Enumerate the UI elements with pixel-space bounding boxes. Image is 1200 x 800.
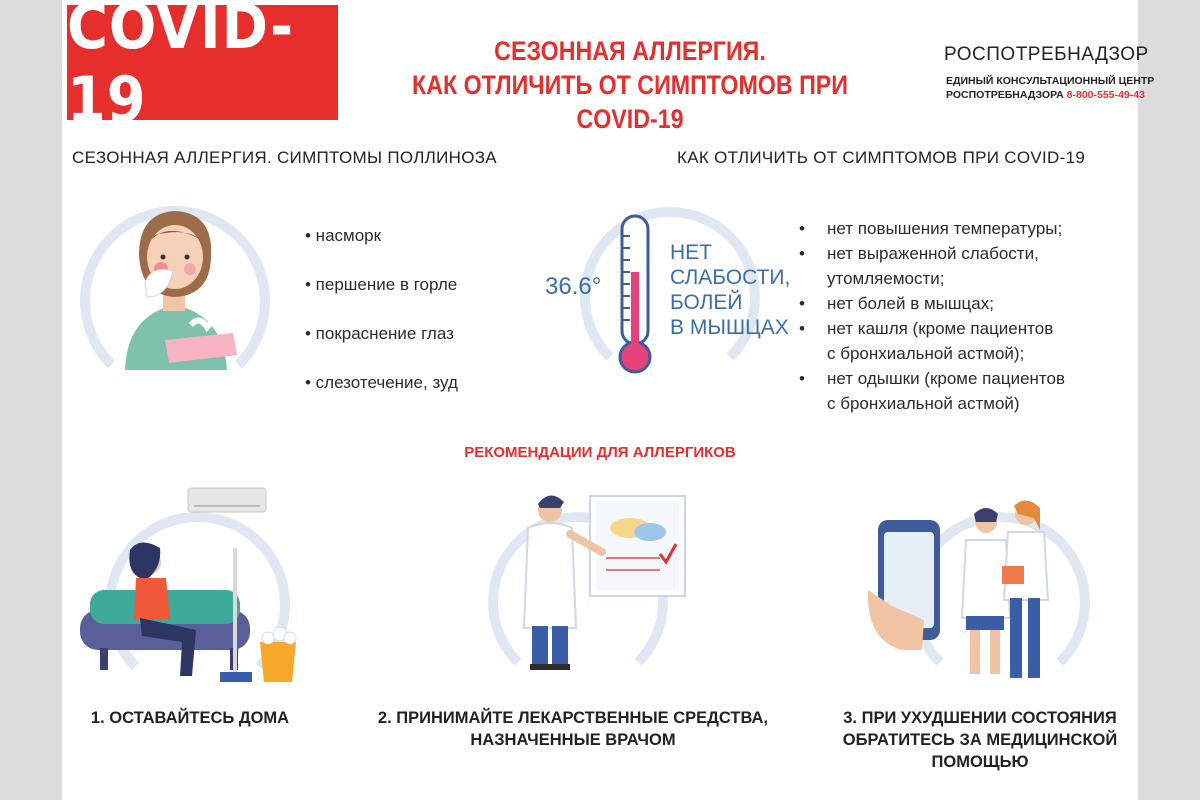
difference-item — [795, 366, 1065, 416]
normal-temperature: 36.6° — [545, 273, 602, 300]
left-side-band — [0, 0, 62, 800]
covid-difference-list — [795, 216, 1065, 416]
difference-line: с бронхиальной астмой) — [827, 394, 1020, 413]
recommendation-2 — [358, 707, 788, 751]
covid-logo — [67, 0, 338, 136]
recommendation-line: 2. ПРИНИМАЙТЕ ЛЕКАРСТВЕННЫЕ СРЕДСТВА, — [377, 709, 769, 727]
agency-name: РОСПОТРЕБНАДЗОР — [944, 44, 1149, 65]
recommendation-line: НАЗНАЧЕННЫЕ ВРАЧОМ — [470, 731, 676, 749]
note-line: СЛАБОСТИ, — [670, 266, 791, 289]
recommendation-1 — [70, 707, 310, 729]
doctor-medicine-illustration — [510, 488, 700, 678]
difference-item — [795, 316, 1065, 366]
note-line: НЕТ — [670, 241, 712, 264]
agency-sub-line-2: РОСПОТРЕБНАДЗОРА — [946, 89, 1064, 101]
note-line: В МЫШЦАХ — [670, 316, 789, 339]
difference-line: • нет одышки (кроме пациентов — [827, 369, 1065, 388]
difference-item — [795, 216, 1065, 241]
phone-doctors-illustration — [862, 500, 1072, 690]
recommendation-line: 3. ПРИ УХУДШЕНИИ СОСТОЯНИЯ — [843, 709, 1117, 727]
stay-home-illustration — [70, 480, 310, 690]
logo-text: COVID-19 — [67, 0, 295, 136]
symptom-item: • першение в горле — [305, 275, 458, 294]
allergy-symptom-list — [305, 226, 458, 422]
covid-section-title: КАК ОТЛИЧИТЬ ОТ СИМПТОМОВ ПРИ COVID-19 — [677, 148, 1086, 167]
recommendation-line: ПОМОЩЬЮ — [931, 753, 1029, 771]
thermometer-icon — [612, 212, 660, 377]
title-line-2: КАК ОТЛИЧИТЬ ОТ СИМПТОМОВ ПРИ COVID-19 — [412, 70, 848, 134]
difference-line: • нет выраженной слабости, — [827, 244, 1039, 263]
difference-line: • нет повышения температуры; — [827, 219, 1063, 238]
recommendation-line: 1. ОСТАВАЙТЕСЬ ДОМА — [90, 709, 290, 727]
page-title — [389, 34, 871, 136]
sneezing-woman-illustration — [95, 205, 255, 370]
recommendation-line: ОБРАТИТЕСЬ ЗА МЕДИЦИНСКОЙ — [842, 731, 1118, 749]
title-line-1: СЕЗОННАЯ АЛЛЕРГИЯ. — [494, 36, 766, 66]
no-weakness-note — [670, 240, 790, 340]
allergy-section-title: СЕЗОННАЯ АЛЛЕРГИЯ. СИМПТОМЫ ПОЛЛИНОЗА — [72, 148, 497, 167]
symptom-item: • покраснение глаз — [305, 324, 454, 343]
difference-line: • нет болей в мышцах; — [827, 294, 994, 313]
difference-item — [795, 241, 1065, 291]
agency-contact — [946, 74, 1154, 102]
recommendations-title: РЕКОМЕНДАЦИИ ДЛЯ АЛЛЕРГИКОВ — [464, 444, 736, 461]
right-side-band — [1138, 0, 1200, 800]
symptom-item: • насморк — [305, 226, 382, 245]
symptom-item: • слезотечение, зуд — [305, 373, 458, 392]
recommendation-3 — [830, 707, 1130, 773]
note-line: БОЛЕЙ — [670, 291, 743, 314]
difference-item — [795, 291, 1065, 316]
agency-sub-line-1: ЕДИНЫЙ КОНСУЛЬТАЦИОННЫЙ ЦЕНТР — [946, 75, 1155, 87]
difference-line: утомляемости; — [827, 269, 945, 288]
difference-line: • нет кашля (кроме пациентов — [827, 319, 1054, 338]
difference-line: с бронхиальной астмой); — [827, 344, 1025, 363]
hotline-phone: 8-800-555-49-43 — [1066, 89, 1145, 101]
